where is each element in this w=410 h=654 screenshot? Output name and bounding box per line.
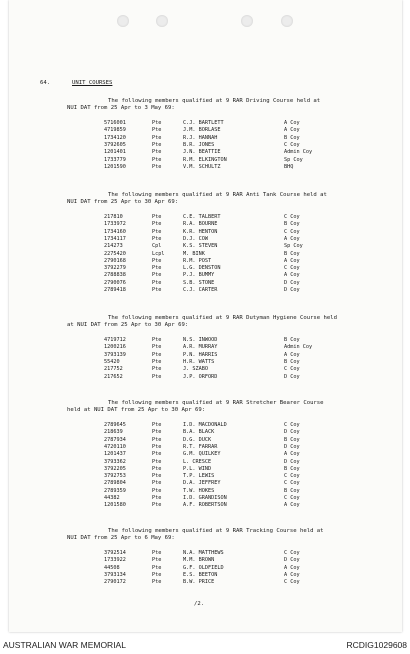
member-name: I.D. GRANDISON [183, 495, 227, 501]
company: C Coy [284, 228, 300, 235]
rank: Pte [152, 141, 162, 148]
continuation-marker: /2. [194, 601, 205, 607]
rank: Pte [152, 279, 162, 286]
company: C Coy [284, 579, 300, 586]
rank: Pte [152, 564, 162, 571]
member-name: C.J. BARTLETT [183, 120, 224, 126]
member-row [9, 229, 402, 236]
member-name: R.M. POST [183, 257, 212, 264]
member-name: D.A. JEFFREY [183, 480, 221, 487]
member-name: B.A. BLACK [183, 429, 215, 436]
company: A Coy [284, 571, 300, 578]
company: B Coy [284, 358, 300, 365]
member-name: J.N. BEATTIE [183, 149, 221, 156]
rank: Pte [152, 127, 162, 134]
service-number: 4719859 [104, 127, 126, 134]
service-number: 4720110 [104, 443, 126, 450]
course-intro-line: NUI DAT from 25 Apr to 6 May 69: [67, 535, 175, 541]
member-name: L.G. DENSTON [183, 265, 221, 272]
course-intro-line: The following members qualified at 9 RAR Driving Course held at [108, 98, 321, 104]
rank: Pte [152, 214, 162, 220]
company: C Coy [284, 473, 300, 480]
rank: Pte [152, 443, 162, 450]
company: Sp Coy [284, 243, 303, 250]
service-number: 1201401 [104, 149, 126, 156]
member-name: R.M. ELKINGTON [183, 156, 227, 163]
company: C Coy [284, 141, 300, 148]
member-row [9, 480, 402, 487]
member-row [9, 280, 402, 287]
company: B Coy [284, 465, 300, 472]
member-name: I.D. MACDONALD [183, 422, 227, 428]
member-row [9, 142, 402, 149]
company: D Coy [284, 287, 300, 293]
member-name: S.B. STONE [183, 279, 215, 286]
member-name: J. SZABO [183, 366, 208, 373]
company: A Coy [284, 502, 300, 509]
service-number: 217652 [104, 373, 123, 380]
member-row [9, 344, 402, 351]
service-number: 3792205 [104, 465, 126, 472]
company: A Coy [284, 127, 300, 134]
member-name: G.F. OLDFIELD [183, 564, 224, 571]
company: D Coy [284, 373, 300, 380]
company: B Coy [284, 134, 300, 141]
course-intro-line: The following members qualified at 9 RAR Tracking Course held at [108, 528, 324, 534]
page-number: 64. [40, 80, 51, 86]
member-name: K.R. HENTON [183, 228, 218, 235]
service-number: 1201437 [104, 451, 126, 458]
service-number: 2789418 [104, 287, 126, 293]
company: C Coy [284, 214, 300, 220]
service-number: 3793134 [104, 571, 126, 578]
service-number: 217752 [104, 366, 123, 373]
member-row [9, 258, 402, 265]
course-intro-line: The following members qualified at 9 RAR Stretcher Bearer Course [108, 400, 324, 406]
member-name: C.J. CARTER [183, 287, 218, 293]
member-name: R.T. FARRAR [183, 443, 218, 450]
punch-hole [117, 15, 129, 27]
service-number: 1733922 [104, 557, 126, 564]
rank: Pte [152, 221, 162, 228]
service-number: 44382 [104, 495, 120, 501]
member-row [9, 127, 402, 134]
service-number: 3792279 [104, 265, 126, 272]
service-number: 2789645 [104, 422, 126, 428]
rank: Pte [152, 422, 162, 428]
company: B Coy [284, 436, 300, 443]
service-number: 2788838 [104, 272, 126, 279]
rank: Pte [152, 550, 162, 556]
punch-hole [241, 15, 253, 27]
company: B Coy [284, 250, 300, 257]
rank: Lcpl [152, 250, 165, 257]
service-number: 5716001 [104, 120, 126, 126]
member-row [9, 287, 402, 294]
rank: Pte [152, 473, 162, 480]
member-row [9, 359, 402, 366]
member-row [9, 557, 402, 564]
service-number: 2790076 [104, 279, 126, 286]
company: C Coy [284, 366, 300, 373]
rank: Pte [152, 265, 162, 272]
member-name: E.S. BEETON [183, 571, 218, 578]
course-intro-line: at NUI DAT from 25 Apr to 30 Apr 69: [67, 322, 189, 328]
member-row [9, 366, 402, 373]
member-row [9, 236, 402, 243]
member-name: D.J. COW [183, 235, 208, 242]
member-name: P.L. WIND [183, 465, 212, 472]
archive-footer [0, 636, 410, 654]
course-intro-line: The following members qualified at 9 RAR Dutyman Hygiene Course held [108, 315, 338, 321]
company: C Coy [284, 265, 300, 272]
company: D Coy [284, 429, 300, 436]
company: A Coy [284, 235, 300, 242]
member-name: K.S. STEVEN [183, 243, 218, 250]
rank: Pte [152, 149, 162, 156]
service-number: 4719712 [104, 337, 126, 343]
service-number: 3792753 [104, 473, 126, 480]
rank: Pte [152, 451, 162, 458]
member-name: V.M. SCHULTZ [183, 163, 221, 170]
member-row [9, 149, 402, 156]
member-row [9, 565, 402, 572]
service-number: 1733779 [104, 156, 126, 163]
member-name: T.W. HOKES [183, 487, 215, 494]
member-name: B.W. PRICE [183, 579, 215, 586]
member-row [9, 120, 402, 127]
service-number: 1201590 [104, 163, 126, 170]
company: B Coy [284, 487, 300, 494]
rank: Pte [152, 351, 162, 358]
member-row [9, 164, 402, 171]
service-number: 1201580 [104, 502, 126, 509]
rank: Pte [152, 287, 162, 293]
rank: Pte [152, 134, 162, 141]
member-row [9, 495, 402, 502]
rank: Cpl [152, 243, 162, 250]
section-heading: UNIT COURSES [72, 80, 113, 86]
service-number: 1734117 [104, 235, 126, 242]
member-name: J.M. BORLASE [183, 127, 221, 134]
member-row [9, 502, 402, 509]
rank: Pte [152, 163, 162, 170]
rank: Pte [152, 571, 162, 578]
company: A Coy [284, 351, 300, 358]
rank: Pte [152, 557, 162, 564]
company: A Coy [284, 451, 300, 458]
member-name: M. BINK [183, 250, 205, 257]
course-intro-line: NUI DAT from 25 Apr to 3 May 69: [67, 105, 175, 111]
member-name: L. CRESCE [183, 458, 212, 465]
rank: Pte [152, 495, 162, 501]
member-row [9, 572, 402, 579]
company: Admin Coy [284, 149, 313, 156]
member-row [9, 579, 402, 586]
service-number: 214273 [104, 243, 123, 250]
company: C Coy [284, 495, 300, 501]
service-number: 1200216 [104, 344, 126, 351]
rank: Pte [152, 344, 162, 351]
member-row [9, 466, 402, 473]
member-row [9, 444, 402, 451]
member-name: R.J. HANNAH [183, 134, 218, 141]
service-number: 3792514 [104, 550, 126, 556]
archive-reference: RCDIG1029608 [346, 640, 407, 650]
company: A Coy [284, 272, 300, 279]
member-name: A.F. ROBERTSON [183, 502, 227, 509]
rank: Pte [152, 502, 162, 509]
member-name: D.G. DUCK [183, 436, 212, 443]
rank: Pte [152, 120, 162, 126]
service-number: 217810 [104, 214, 123, 220]
company: B Coy [284, 221, 300, 228]
member-row [9, 272, 402, 279]
rank: Pte [152, 366, 162, 373]
rank: Pte [152, 358, 162, 365]
member-row [9, 135, 402, 142]
rank: Pte [152, 156, 162, 163]
service-number: 3792605 [104, 141, 126, 148]
service-number: 3793139 [104, 351, 126, 358]
company: A Coy [284, 120, 300, 126]
member-name: H.R. WATTS [183, 358, 215, 365]
company: D Coy [284, 279, 300, 286]
service-number: 2790168 [104, 257, 126, 264]
service-number: 44508 [104, 564, 120, 571]
company: C Coy [284, 480, 300, 487]
service-number: 55420 [104, 358, 120, 365]
member-name: P.N. HARRIS [183, 351, 218, 358]
service-number: 218639 [104, 429, 123, 436]
company: D Coy [284, 443, 300, 450]
service-number: 2789804 [104, 480, 126, 487]
rank: Pte [152, 487, 162, 494]
punch-hole [281, 15, 293, 27]
rank: Pte [152, 480, 162, 487]
document-page [9, 0, 402, 632]
company: Admin Coy [284, 344, 313, 351]
rank: Pte [152, 235, 162, 242]
member-row [9, 473, 402, 480]
rank: Pte [152, 579, 162, 586]
archive-name: AUSTRALIAN WAR MEMORIAL [3, 640, 126, 650]
company: BHQ [284, 163, 294, 170]
member-row [9, 429, 402, 436]
member-name: A.R. MURRAY [183, 344, 218, 351]
member-row [9, 437, 402, 444]
company: Sp Coy [284, 156, 303, 163]
member-name: N.S. INWOOD [183, 337, 218, 343]
company: D Coy [284, 557, 300, 564]
member-name: J.P. ORFORD [183, 373, 218, 380]
service-number: 1733972 [104, 221, 126, 228]
company: C Coy [284, 550, 300, 556]
member-row [9, 488, 402, 495]
rank: Pte [152, 337, 162, 343]
service-number: 2275420 [104, 250, 126, 257]
rank: Pte [152, 228, 162, 235]
member-name: M.M. BROWN [183, 557, 215, 564]
member-row [9, 337, 402, 344]
service-number: 1734160 [104, 228, 126, 235]
course-intro-line: held at NUI DAT from 25 Apr to 30 Apr 69: [67, 407, 206, 413]
member-name: B.R. JONES [183, 141, 215, 148]
member-row [9, 550, 402, 557]
member-row [9, 352, 402, 359]
company: D Coy [284, 458, 300, 465]
rank: Pte [152, 373, 162, 380]
member-row [9, 251, 402, 258]
member-name: C.E. TALBERT [183, 214, 221, 220]
member-row [9, 265, 402, 272]
company: A Coy [284, 257, 300, 264]
member-name: G.M. QUILKEY [183, 451, 221, 458]
member-row [9, 214, 402, 221]
punch-hole [156, 15, 168, 27]
rank: Pte [152, 257, 162, 264]
service-number: 2790172 [104, 579, 126, 586]
member-row [9, 374, 402, 381]
service-number: 3793362 [104, 458, 126, 465]
company: A Coy [284, 564, 300, 571]
member-name: N.A. MATTHEWS [183, 550, 224, 556]
rank: Pte [152, 429, 162, 436]
service-number: 2787934 [104, 436, 126, 443]
member-row [9, 451, 402, 458]
member-name: P.J. BUMMY [183, 272, 215, 279]
member-row [9, 459, 402, 466]
service-number: 1734120 [104, 134, 126, 141]
member-row [9, 221, 402, 228]
member-row [9, 422, 402, 429]
rank: Pte [152, 458, 162, 465]
rank: Pte [152, 465, 162, 472]
member-row [9, 157, 402, 164]
member-row [9, 243, 402, 250]
rank: Pte [152, 436, 162, 443]
service-number: 2789359 [104, 487, 126, 494]
course-intro-line: The following members qualified at 9 RAR Anti Tank Course held at [108, 192, 327, 198]
rank: Pte [152, 272, 162, 279]
course-intro-line: NUI DAT from 25 Apr to 30 Apr 69: [67, 199, 179, 205]
company: B Coy [284, 337, 300, 343]
member-name: R.A. BOURNE [183, 221, 218, 228]
member-name: T.P. LEWIS [183, 473, 215, 480]
company: C Coy [284, 422, 300, 428]
